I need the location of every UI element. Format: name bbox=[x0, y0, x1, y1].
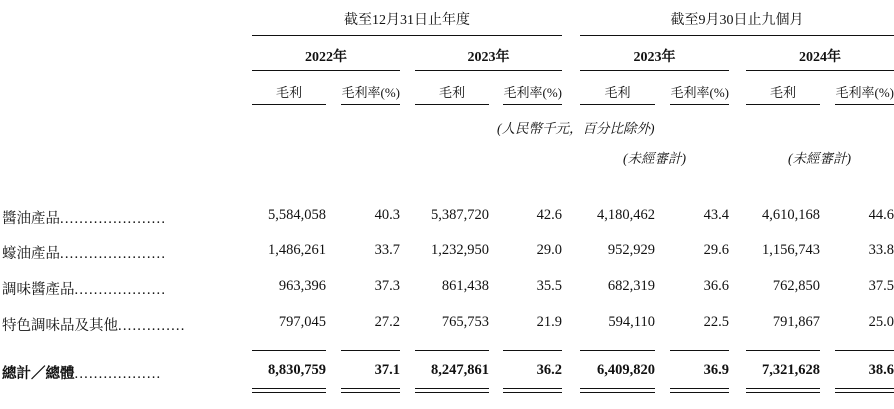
col-gross-profit-2023-nine-months: 毛利 bbox=[604, 85, 631, 100]
col-underline bbox=[835, 104, 894, 105]
table-cell: 36.6 bbox=[703, 278, 729, 294]
total-double-line bbox=[670, 392, 729, 393]
table-cell: 21.9 bbox=[536, 314, 562, 330]
table-cell: 37.1 bbox=[374, 362, 400, 378]
col-margin-2024-nine-months: 毛利率(%) bbox=[835, 85, 894, 100]
total-double-line bbox=[252, 392, 326, 393]
table-cell: 963,396 bbox=[278, 278, 326, 294]
col-underline bbox=[341, 104, 400, 105]
total-double-line bbox=[503, 388, 562, 389]
row-leader-dots: ................... bbox=[74, 282, 167, 298]
table-cell: 765,753 bbox=[441, 314, 489, 330]
total-double-line bbox=[415, 388, 489, 389]
table-cell: 36.2 bbox=[536, 362, 562, 378]
table-cell: 791,867 bbox=[772, 314, 820, 330]
total-double-line bbox=[835, 388, 894, 389]
table-cell: 37.3 bbox=[374, 278, 400, 294]
table-cell: 6,409,820 bbox=[597, 362, 655, 378]
table-cell: 8,830,759 bbox=[268, 362, 326, 378]
unit-note: (人民幣千元，百分比除外) bbox=[497, 121, 655, 136]
table-cell: 42.6 bbox=[536, 207, 562, 223]
table-cell: 5,584,058 bbox=[268, 207, 326, 223]
period-underline-year-end bbox=[252, 35, 562, 36]
subtotal-line bbox=[835, 350, 894, 351]
col-underline bbox=[580, 104, 655, 105]
unaudited-note-2024: (未經審計) bbox=[788, 151, 851, 166]
table-cell: 861,438 bbox=[441, 278, 489, 294]
col-margin-2023-nine-months: 毛利率(%) bbox=[670, 85, 729, 100]
total-double-line bbox=[415, 392, 489, 393]
table-cell: 43.4 bbox=[703, 207, 729, 223]
table-cell: 594,110 bbox=[608, 314, 655, 330]
total-double-line bbox=[580, 392, 655, 393]
total-double-line bbox=[341, 392, 400, 393]
year-underline-2022 bbox=[252, 70, 400, 71]
col-underline bbox=[415, 104, 489, 105]
total-double-line bbox=[341, 388, 400, 389]
table-cell: 8,247,861 bbox=[431, 362, 489, 378]
total-double-line bbox=[746, 392, 820, 393]
table-cell: 33.8 bbox=[868, 242, 894, 258]
table-cell: 1,232,950 bbox=[431, 242, 489, 258]
table-cell: 22.5 bbox=[703, 314, 729, 330]
table-cell: 797,045 bbox=[278, 314, 326, 330]
table-cell: 38.6 bbox=[868, 362, 894, 378]
row-leader-dots: ...................... bbox=[60, 246, 167, 262]
table-cell: 25.0 bbox=[868, 314, 894, 330]
row-label-text: 特色調味品及其他 bbox=[2, 318, 118, 334]
table-cell: 33.7 bbox=[374, 242, 400, 258]
year-underline-2023 bbox=[415, 70, 562, 71]
row-label-text: 醬油產品 bbox=[2, 211, 60, 227]
table-cell: 44.6 bbox=[868, 207, 894, 223]
year-header-2022: 2022年 bbox=[305, 50, 347, 65]
table-cell: 36.9 bbox=[703, 362, 729, 378]
year-underline-2023-nine-months bbox=[580, 70, 729, 71]
col-underline bbox=[670, 104, 729, 105]
period-header-nine-months: 截至9月30日止九個月 bbox=[670, 13, 804, 28]
subtotal-line bbox=[746, 350, 820, 351]
subtotal-line bbox=[415, 350, 489, 351]
row-label-text: 總計／總體 bbox=[2, 366, 75, 382]
period-header-year-end: 截至12月31日止年度 bbox=[344, 13, 470, 28]
table-cell: 37.5 bbox=[868, 278, 894, 294]
row-label-text: 調味醬產品 bbox=[2, 282, 75, 298]
col-gross-profit-2024-nine-months: 毛利 bbox=[769, 85, 796, 100]
subtotal-line bbox=[670, 350, 729, 351]
row-leader-dots: ...................... bbox=[60, 211, 167, 227]
col-underline bbox=[503, 104, 562, 105]
table-cell: 4,180,462 bbox=[597, 207, 655, 223]
period-underline-nine-months bbox=[580, 35, 894, 36]
year-header-2023: 2023年 bbox=[467, 50, 510, 65]
col-gross-profit-2023: 毛利 bbox=[438, 85, 465, 100]
row-label bbox=[2, 207, 166, 228]
total-double-line bbox=[670, 388, 729, 389]
row-label-text: 蠔油產品 bbox=[2, 246, 60, 262]
table-cell: 27.2 bbox=[374, 314, 400, 330]
year-header-2024-nine-months: 2024年 bbox=[799, 50, 841, 65]
table-cell: 29.6 bbox=[703, 242, 729, 258]
total-double-line bbox=[503, 392, 562, 393]
total-double-line bbox=[252, 388, 326, 389]
table-cell: 1,156,743 bbox=[762, 242, 820, 258]
col-margin-2022: 毛利率(%) bbox=[341, 85, 400, 100]
total-double-line bbox=[580, 388, 655, 389]
table-cell: 35.5 bbox=[536, 278, 562, 294]
table-cell: 29.0 bbox=[536, 242, 562, 258]
row-leader-dots: .................. bbox=[74, 366, 162, 382]
table-cell: 952,929 bbox=[607, 242, 655, 258]
unaudited-note-2023: (未經審計) bbox=[623, 151, 686, 166]
row-label bbox=[2, 242, 166, 263]
subtotal-line bbox=[252, 350, 326, 351]
total-double-line bbox=[746, 388, 820, 389]
col-margin-2023: 毛利率(%) bbox=[503, 85, 562, 100]
col-underline bbox=[746, 104, 820, 105]
table-cell: 5,387,720 bbox=[431, 207, 489, 223]
subtotal-line bbox=[580, 350, 655, 351]
year-underline-2024-nine-months bbox=[746, 70, 894, 71]
table-cell: 762,850 bbox=[772, 278, 820, 294]
total-double-line bbox=[835, 392, 894, 393]
col-gross-profit-2022: 毛利 bbox=[275, 85, 302, 100]
table-cell: 7,321,628 bbox=[762, 362, 820, 378]
table-cell: 682,319 bbox=[607, 278, 655, 294]
year-header-2023-nine-months: 2023年 bbox=[633, 50, 676, 65]
table-cell: 4,610,168 bbox=[762, 207, 820, 223]
row-label bbox=[2, 314, 186, 335]
table-cell: 40.3 bbox=[374, 207, 400, 223]
table-cell: 1,486,261 bbox=[268, 242, 326, 258]
row-leader-dots: .............. bbox=[118, 318, 186, 334]
subtotal-line bbox=[503, 350, 562, 351]
subtotal-line bbox=[341, 350, 400, 351]
row-label bbox=[2, 362, 161, 383]
col-underline bbox=[252, 104, 326, 105]
row-label bbox=[2, 278, 166, 299]
